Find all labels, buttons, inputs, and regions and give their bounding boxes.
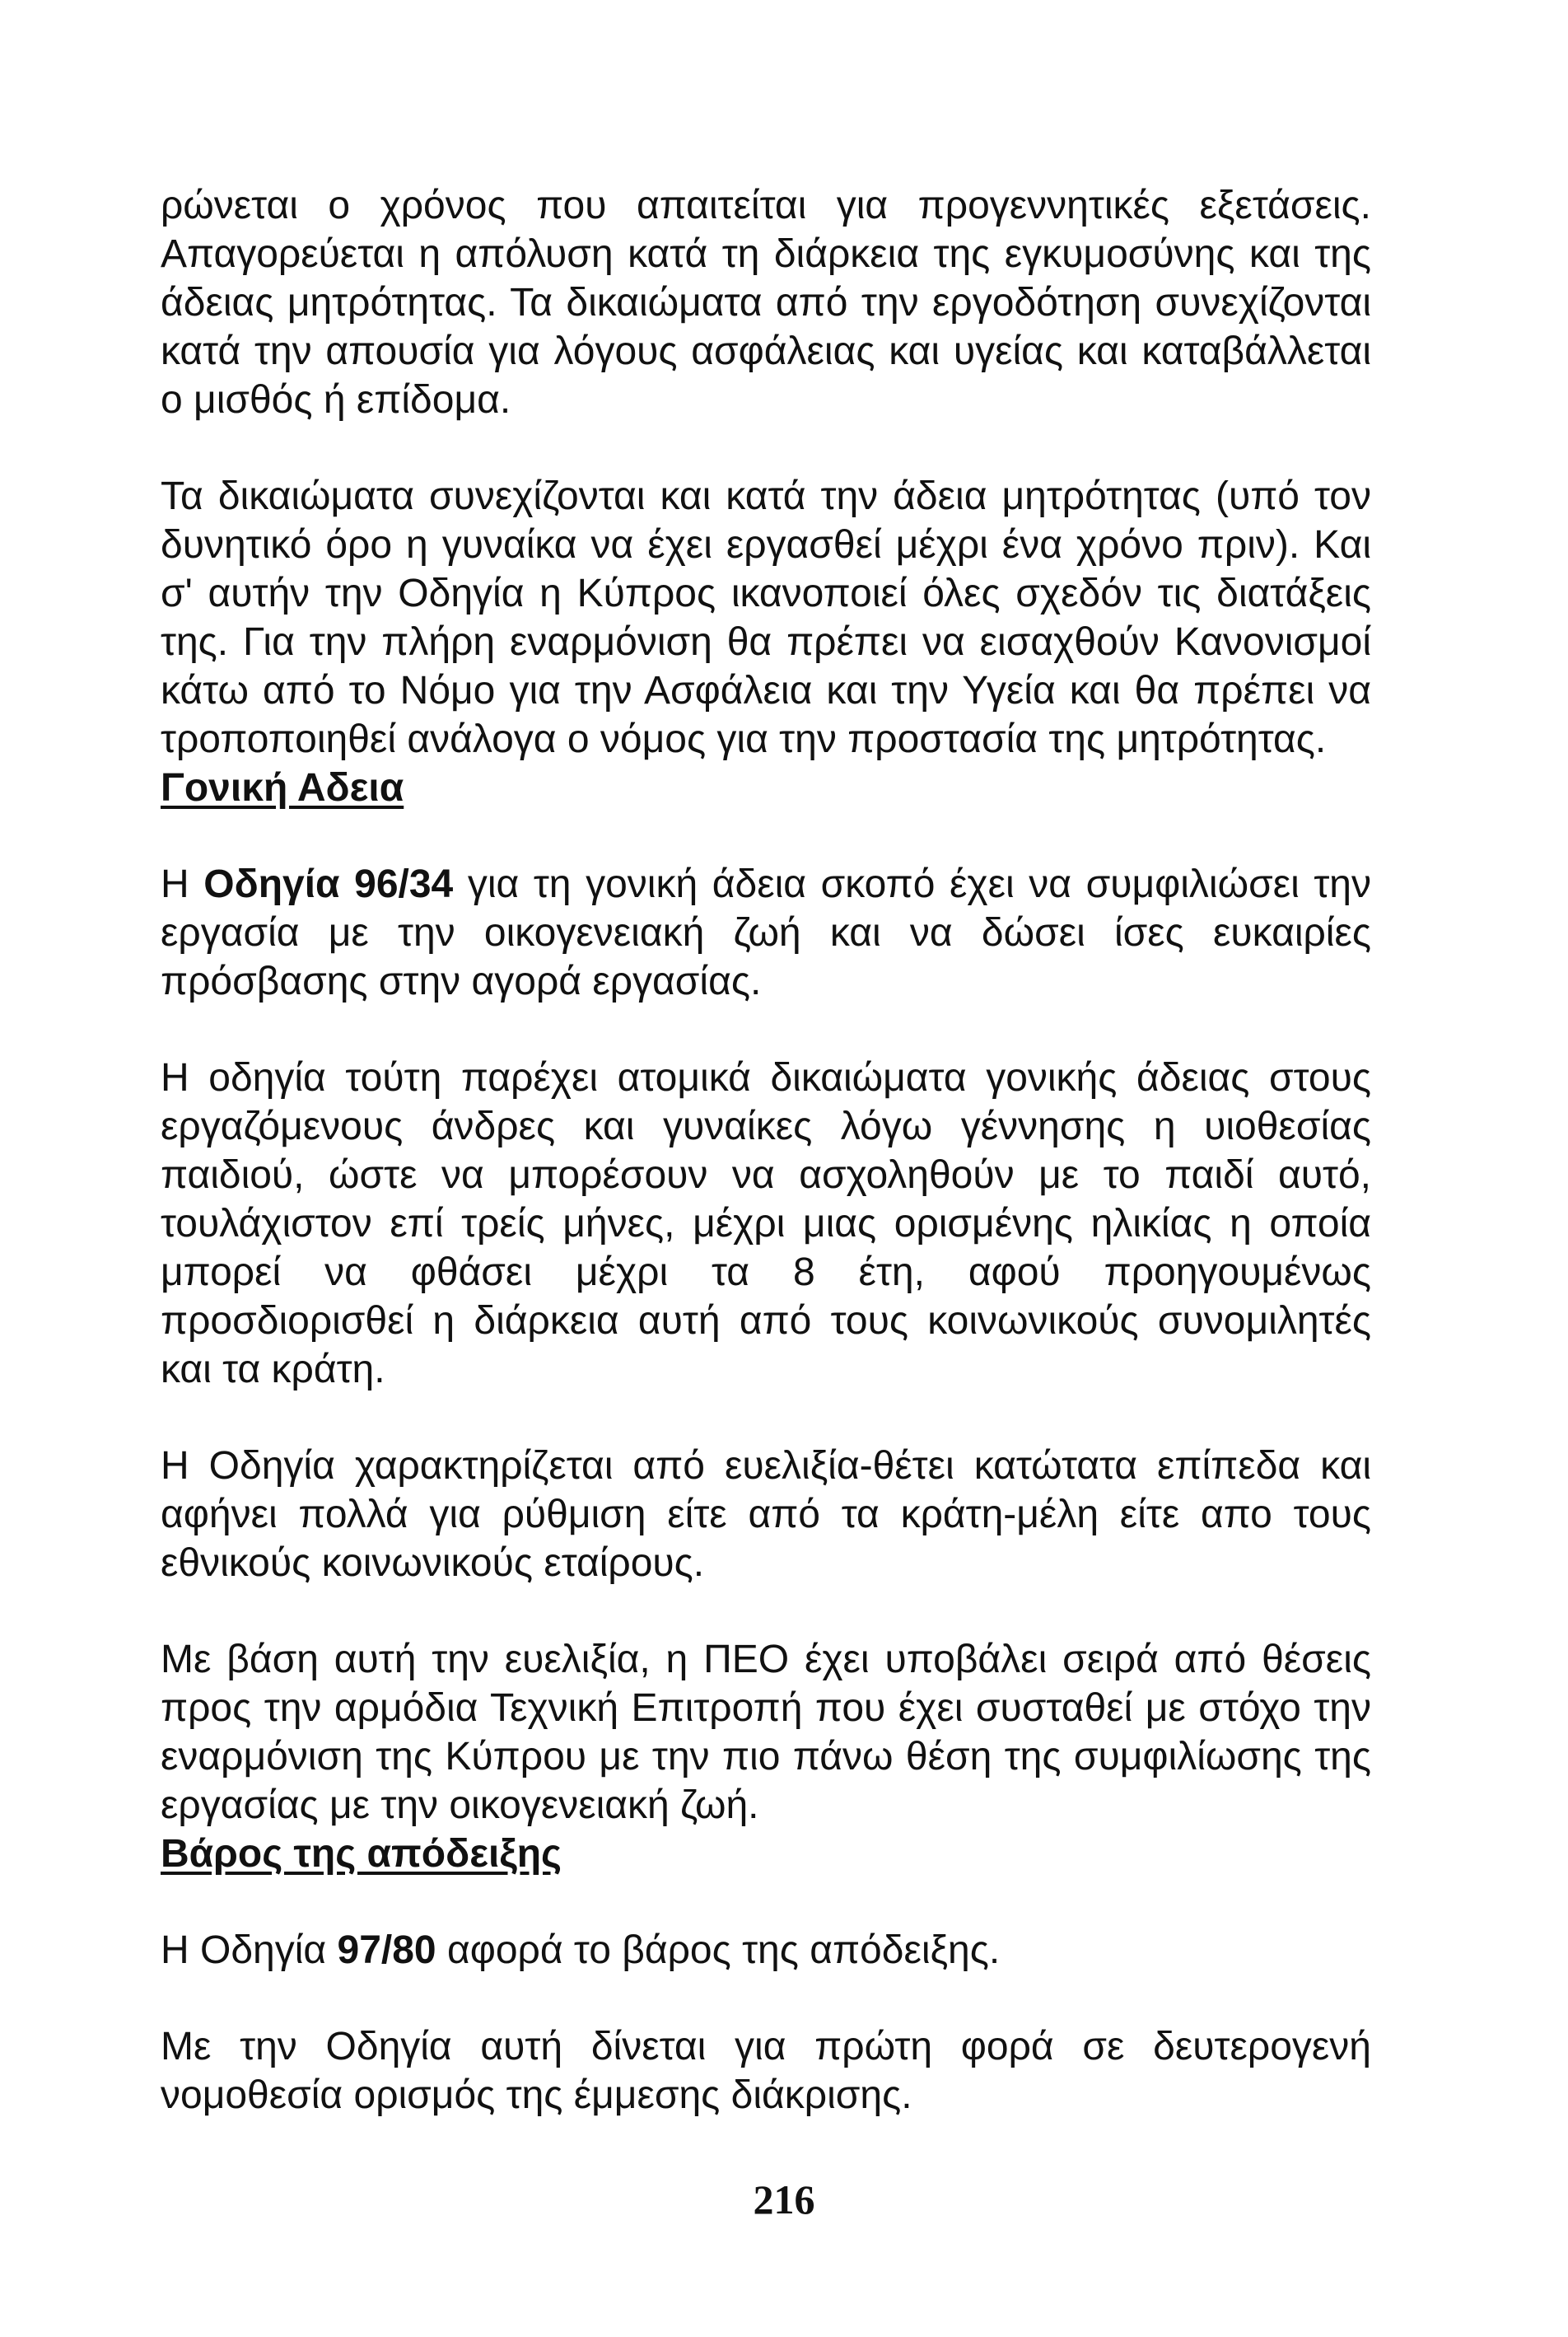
paragraph-directive-96-34 xyxy=(161,860,1371,1006)
directive-reference: Οδηγία 96/34 xyxy=(203,862,454,906)
paragraph-directive-97-80 xyxy=(161,1926,1371,1975)
text-run: αφορά το βάρος της απόδειξης. xyxy=(436,1928,1001,1972)
paragraph-maternity-leave: Τα δικαιώματα συνεχίζονται και κατά την άδεια μητρότητας (υπό τον δυνητικό όρο η γυναίκα να έχει εργασθεί μέχρι ένα χρόνο πριν). Και σ' αυτήν την Οδηγία η Κύπρος ικανοποιεί όλες σχεδόν τις διατάξεις της. Για την πλήρη εναρμόνιση θα πρέπει να εισαχθούν Κανονισμοί κάτω από το Νόμο για την Ασφάλεια και την Υγεία και θα πρέπει να τροποποιηθεί ανάλογα ο νόμος για την προστασία της μητρότητας. xyxy=(161,474,1371,761)
paragraph-indirect-discrimination: Με την Οδηγία αυτή δίνεται για πρώτη φορά σε δευτερογενή νομοθεσία ορισμός της έμμεσης διάκρισης. xyxy=(161,2025,1371,2117)
paragraph-individual-rights: Η οδηγία τούτη παρέχει ατομικά δικαιώματα γονικής άδειας στους εργαζόμενους άνδρες και γυναίκες λόγω γέννησης η υιοθεσίας παιδιού, ώστε να μπορέσουν να ασχοληθούν με το παιδί αυτό, τουλάχιστον επί τρείς μήνες, μέχρι μιας ορισμένης ηλικίας η οποία μπορεί να φθάσει μέχρι τα 8 έτη, αφού προηγουμένως προσδιορισθεί η διάρκεια αυτή από τους κοινωνικούς συνομιλητές και τα κράτη. xyxy=(161,1056,1371,1391)
paragraph-flexibility: Η Οδηγία χαρακτηρίζεται από ευελιξία-θέτει κατώτατα επίπεδα και αφήνει πολλά για ρύθμιση είτε από τα κράτη-μέλη είτε απο τους εθνικούς κοινωνικούς εταίρους. xyxy=(161,1444,1371,1585)
document-body xyxy=(161,181,1371,2120)
paragraph-pregnancy-rights: ρώνεται ο χρόνος που απαιτείται για προγεννητικές εξετάσεις. Απαγορεύεται η απόλυση κατά τη διάρκεια της εγκυμοσύνης και της άδειας μητρότητας. Τα δικαιώματα από την εργοδότηση συνεχίζονται κατά την απουσία για λόγους ασφάλειας και υγείας και καταβάλλεται ο μισθός ή επίδομα. xyxy=(161,184,1371,422)
text-run: Η Οδηγία xyxy=(161,1928,338,1972)
text-run: Η xyxy=(161,862,204,906)
section-heading-burden-of-proof: Βάρος της απόδειξης xyxy=(161,1832,562,1876)
paragraph-peo-positions: Με βάση αυτή την ευελιξία, η ΠΕΟ έχει υποβάλει σειρά από θέσεις προς την αρμόδια Τεχνική Επιτροπή που έχει συσταθεί με στόχο την εναρμόνιση της Κύπρου με την πιο πάνω θέση της συμφιλίωσης της εργασίας με την οικογενειακή ζωή. xyxy=(161,1638,1371,1827)
text-run: για τη γονική άδεια σκοπό έχει να συμφιλιώσει την εργασία με την οικογενειακή ζωή και να δώσει ίσες ευκαιρίες πρόσβασης στην αγορά εργασίας. xyxy=(161,862,1371,1003)
page-number: 216 xyxy=(753,2176,815,2222)
section-heading-parental-leave: Γονική Αδεια xyxy=(161,766,404,810)
directive-reference: 97/80 xyxy=(337,1928,436,1972)
